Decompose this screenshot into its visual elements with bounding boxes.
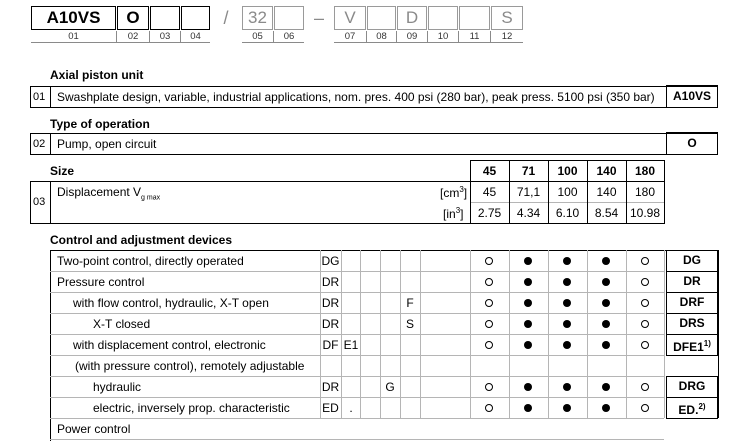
control-subcode: .	[349, 401, 353, 415]
control-subcode: E1	[343, 338, 359, 352]
pos-09: 09	[406, 31, 418, 42]
size-header-71: 71	[521, 164, 536, 178]
section-title-operation: Type of operation	[50, 117, 150, 131]
on-request-dot	[485, 383, 493, 391]
control-subcode: DF	[322, 338, 339, 352]
on-request-dot	[641, 278, 649, 286]
pos-11: 11	[469, 31, 480, 42]
code-box-09: D	[397, 6, 427, 30]
control-label-with-displacement-control-electronic: with displacement control, electronic	[73, 338, 266, 352]
available-dot	[563, 320, 571, 328]
cm3-140: 140	[596, 185, 617, 199]
available-dot	[602, 299, 610, 307]
on-request-dot	[485, 404, 493, 412]
control-subcode: G	[385, 380, 395, 394]
control-subcode: DR	[321, 380, 340, 394]
code-box-10	[428, 6, 458, 30]
on-request-dot	[641, 320, 649, 328]
size-header-45: 45	[482, 164, 497, 178]
available-dot	[524, 257, 532, 265]
control-subcode: ED	[322, 401, 339, 415]
available-dot	[563, 404, 571, 412]
available-dot	[563, 299, 571, 307]
available-dot	[524, 320, 532, 328]
control-label-hydraulic: hydraulic	[93, 380, 142, 394]
available-dot	[524, 278, 532, 286]
cm3-71: 71,1	[516, 185, 541, 199]
row-number-02: 02	[33, 138, 46, 150]
pos-03: 03	[159, 31, 171, 42]
code-box-11	[459, 6, 490, 30]
control-label-two-point-control-directly-operated: Two-point control, directly operated	[57, 254, 244, 268]
cm3-45: 45	[482, 185, 497, 199]
pos-02: 02	[127, 31, 139, 42]
pos-07: 07	[344, 31, 356, 42]
control-label-with-flow-control-hydraulic-x-t-open: with flow control, hydraulic, X-T open	[73, 296, 269, 310]
code-box-06	[274, 6, 304, 30]
control-label-electric-inversely-prop-characteristic: electric, inversely prop. characteristic	[93, 401, 290, 415]
unit-cm3: $[cm^3]$	[440, 185, 468, 200]
control-code-drs: DRS	[666, 313, 718, 335]
code-box-07: V	[334, 6, 366, 30]
code-box-08	[367, 6, 396, 30]
cm3-180: 180	[634, 185, 656, 199]
axial-description: Swashplate design, variable, industrial applications, nom. pres. 400 psi (280 bar), peak press. 5100 psi (350 bar)	[57, 90, 655, 104]
pos-08: 08	[376, 31, 387, 42]
size-header-180: 180	[634, 164, 656, 178]
row-number-01: 01	[33, 91, 46, 103]
row-number-03: 03	[33, 196, 46, 208]
code-box-01: A10VS	[31, 6, 116, 30]
code-o: O	[666, 132, 718, 155]
control-code-dfe1: DFE1$^{1)}$	[666, 334, 718, 356]
code-box-05: 32	[242, 6, 273, 30]
on-request-dot	[641, 341, 649, 349]
available-dot	[602, 257, 610, 265]
code-box-03	[150, 6, 180, 30]
control-label-power-control: Power control	[57, 422, 131, 436]
control-code-ed: ED.$^{2)}$	[666, 397, 718, 419]
available-dot	[524, 299, 532, 307]
available-dot	[563, 257, 571, 265]
code-a10vs: A10VS	[666, 85, 718, 108]
available-dot	[524, 383, 532, 391]
in3-71: 4.34	[516, 206, 541, 220]
pos-10: 10	[437, 31, 449, 42]
section-title-axial: Axial piston unit	[50, 68, 144, 82]
available-dot	[602, 278, 610, 286]
control-subcode: S	[405, 317, 414, 331]
pos-06: 06	[283, 31, 295, 42]
section-title-control: Control and adjustment devices	[50, 233, 233, 247]
on-request-dot	[485, 341, 493, 349]
size-header-100: 100	[557, 164, 578, 178]
control-code-dr: DR	[666, 271, 718, 293]
control-label-pressure-control: Pressure control	[57, 275, 145, 289]
control-subcode: DR	[321, 317, 340, 331]
displacement-label: Displacement $V_{g max}$	[57, 185, 161, 202]
unit-in3: $[in^3]$	[443, 206, 464, 221]
on-request-dot	[641, 299, 649, 307]
on-request-dot	[641, 404, 649, 412]
on-request-dot	[641, 383, 649, 391]
section-title-size: Size	[50, 164, 75, 178]
pos-05: 05	[252, 31, 263, 42]
control-code-drf: DRF	[666, 292, 718, 314]
in3-100: 6.10	[555, 206, 580, 220]
code-box-04	[181, 6, 210, 30]
control-code-dg: DG	[666, 250, 718, 272]
on-request-dot	[641, 257, 649, 265]
in3-140: 8.54	[594, 206, 619, 220]
available-dot	[602, 404, 610, 412]
code-dash: –	[313, 7, 324, 28]
available-dot	[524, 404, 532, 412]
control-subcode: DR	[321, 296, 340, 310]
in3-45: 2.75	[477, 206, 502, 220]
control-code-drg: DRG	[666, 376, 718, 398]
code-box-12: S	[491, 6, 523, 30]
on-request-dot	[485, 320, 493, 328]
control-subcode: DR	[321, 275, 340, 289]
on-request-dot	[485, 257, 493, 265]
available-dot	[602, 341, 610, 349]
size-header-140: 140	[596, 164, 617, 178]
code-slash: /	[223, 7, 229, 28]
available-dot	[524, 341, 532, 349]
pos-04: 04	[190, 31, 201, 42]
available-dot	[563, 341, 571, 349]
control-label-x-t-closed: X-T closed	[93, 317, 151, 331]
cm3-100: 100	[557, 185, 578, 199]
on-request-dot	[485, 278, 493, 286]
control-subcode: DG	[321, 254, 340, 268]
available-dot	[563, 278, 571, 286]
operation-description: Pump, open circuit	[57, 137, 157, 151]
available-dot	[563, 383, 571, 391]
code-box-02: O	[117, 6, 149, 30]
pos-01: 01	[68, 31, 79, 42]
control-subcode: F	[406, 296, 414, 310]
available-dot	[602, 383, 610, 391]
available-dot	[602, 320, 610, 328]
control-label-with-pressure-control-remotely-adjustable: (with pressure control), remotely adjustable	[75, 359, 305, 373]
in3-180: 10.98	[629, 206, 661, 220]
on-request-dot	[485, 299, 493, 307]
pos-12: 12	[501, 31, 513, 42]
